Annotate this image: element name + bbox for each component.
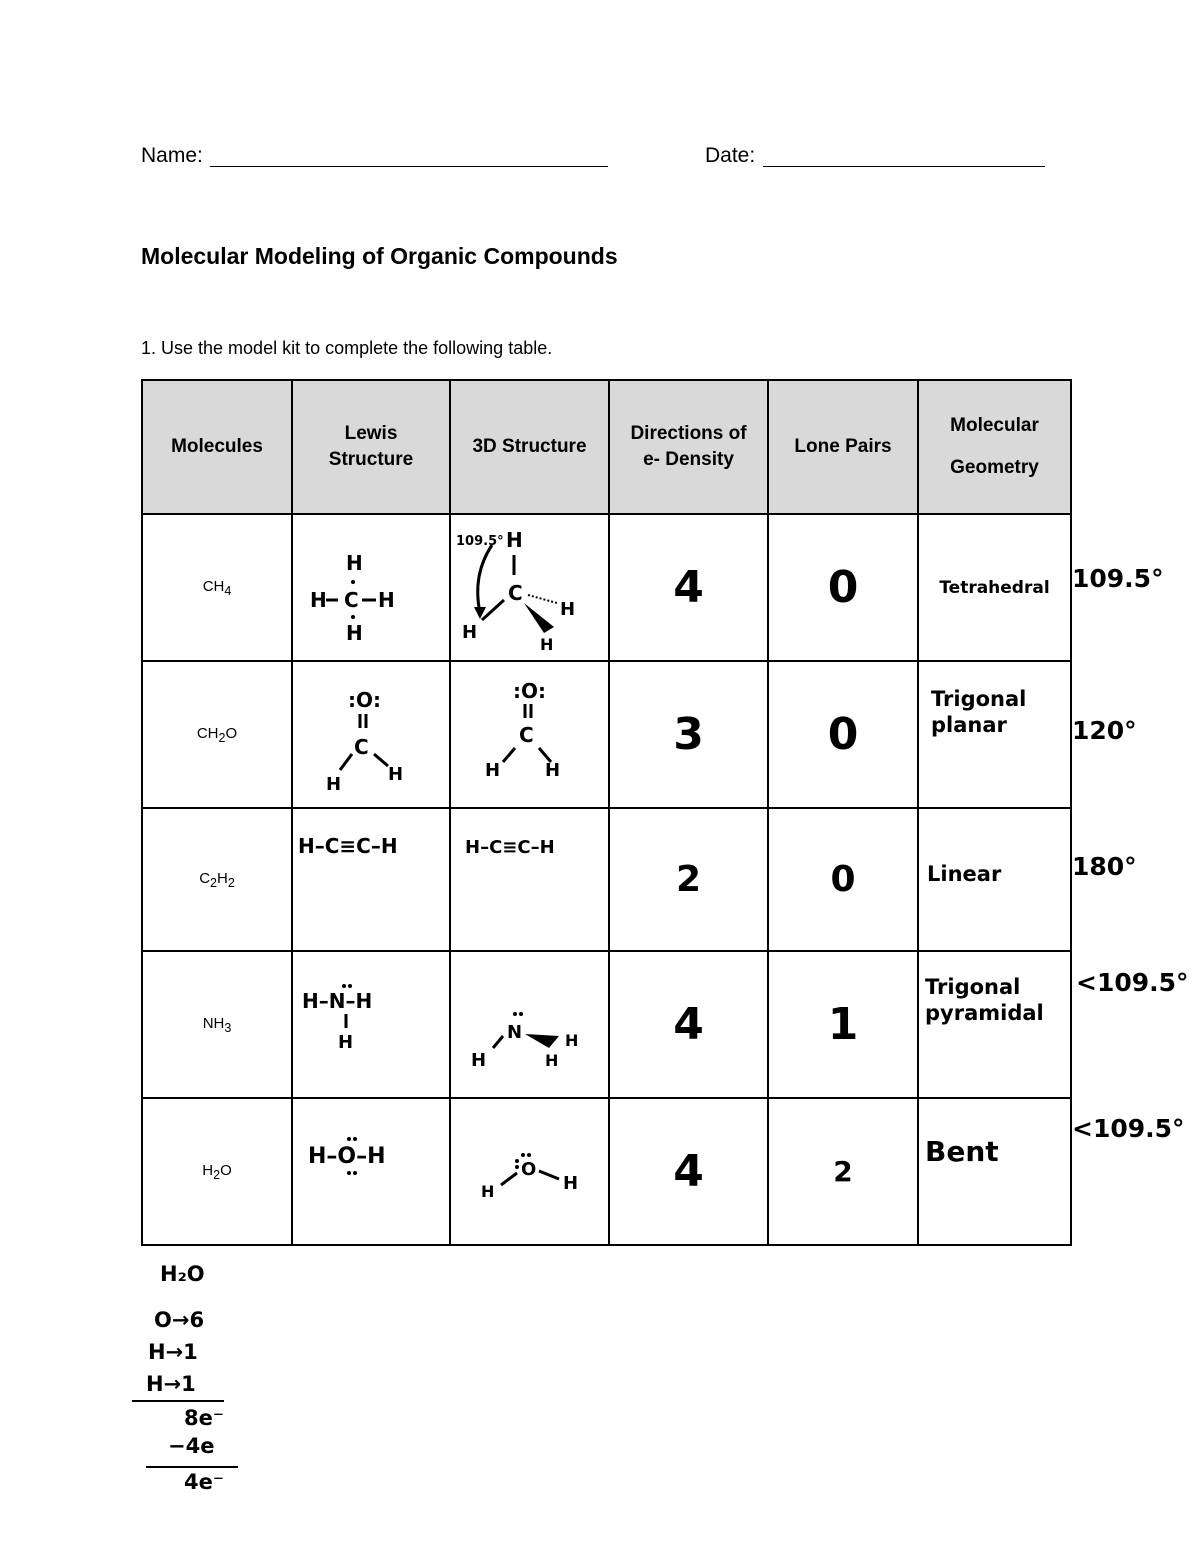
directions-value: 3: [673, 709, 704, 760]
directions-value: 4: [673, 999, 704, 1050]
date-label: Date:: [705, 144, 756, 167]
3d-structure-drawing: [450, 661, 609, 808]
molecule-cell: $C_2H_2$: [142, 808, 292, 951]
name-label: Name:: [141, 144, 203, 167]
svg-text:H: H: [480, 1182, 494, 1201]
svg-text:H: H: [338, 1032, 354, 1052]
svg-text:C: C: [518, 723, 534, 747]
svg-text:H: H: [388, 764, 404, 785]
column-header-molecules: Molecules: [142, 380, 292, 514]
svg-text:H–C≡C–H: H–C≡C–H: [298, 834, 398, 858]
directions-cell: [609, 514, 768, 661]
lone-pairs-cell: [768, 661, 918, 808]
3d-structure-drawing: [450, 1098, 609, 1245]
bond-angle-annotation: 109.5°: [1072, 564, 1164, 593]
worksheet-title: Molecular Modeling of Organic Compounds: [141, 243, 618, 269]
lone-pairs-cell: [768, 514, 918, 661]
molecule-cell: $NH_3$: [142, 951, 292, 1098]
lewis-structure-drawing: [292, 808, 450, 951]
geometry-cell: [918, 661, 1071, 808]
svg-text:O: O: [520, 1159, 536, 1180]
svg-text:C: C: [354, 735, 369, 759]
3d-structure-drawing: [450, 951, 609, 1098]
directions-value: 4: [673, 562, 704, 613]
table-row: [142, 514, 1071, 661]
column-header-3d: 3D Structure: [450, 380, 609, 514]
svg-text:H: H: [560, 599, 576, 620]
lone-pairs-value: 0: [830, 859, 856, 900]
molecule-table: [141, 379, 1072, 1246]
lewis-structure-drawing: [292, 951, 450, 1098]
geometry-value: Trigonal planar: [931, 687, 1027, 737]
work-line: −4e: [168, 1434, 215, 1458]
bond-angle-annotation: 120°: [1072, 716, 1137, 745]
svg-text:H–N–H: H–N–H: [302, 989, 373, 1013]
svg-text:H: H: [378, 588, 395, 612]
lone-pairs-value: 0: [827, 709, 859, 760]
bond-angle-annotation: <109.5°: [1076, 968, 1189, 997]
lone-pairs-cell: [768, 808, 918, 951]
bond-angle-annotation: 180°: [1072, 852, 1137, 881]
svg-text:H: H: [470, 1050, 486, 1071]
svg-text:H: H: [564, 1031, 578, 1050]
lewis-structure-drawing: [292, 1098, 450, 1245]
svg-text:H–C≡C–H: H–C≡C–H: [464, 837, 555, 858]
svg-text:H: H: [484, 760, 500, 781]
svg-text:H: H: [326, 774, 342, 795]
table-row: [142, 951, 1071, 1098]
svg-text:H: H: [462, 622, 478, 643]
lone-pairs-cell: [768, 951, 918, 1098]
work-formula: H₂O: [160, 1262, 205, 1286]
table-row: [142, 1098, 1071, 1245]
column-header-lone-pairs: Lone Pairs: [768, 380, 918, 514]
work-line: 4e⁻: [184, 1470, 224, 1494]
geometry-value: Tetrahedral: [939, 577, 1050, 598]
table-header-row: [142, 380, 1071, 514]
work-line: 8e⁻: [184, 1406, 224, 1430]
svg-text:N: N: [506, 1022, 522, 1043]
column-header-directions: Directions of e- Density: [609, 380, 768, 514]
date-field-line[interactable]: [763, 166, 1045, 167]
work-line: H→1: [146, 1372, 196, 1396]
work-divider: [132, 1400, 224, 1402]
lewis-structure-drawing: [292, 514, 450, 661]
svg-text:H: H: [346, 551, 363, 575]
svg-text:H: H: [540, 635, 554, 654]
work-line: O→6: [154, 1308, 205, 1332]
directions-value: 4: [673, 1146, 704, 1197]
svg-text::O:: :O:: [512, 679, 546, 703]
molecule-cell: $H_2O$: [142, 1098, 292, 1245]
svg-text:H: H: [562, 1173, 578, 1194]
geometry-value: Bent: [925, 1135, 999, 1168]
lone-pairs-value: 0: [827, 562, 859, 613]
column-header-geometry: Molecular Geometry: [918, 380, 1071, 514]
svg-text:H: H: [346, 621, 363, 645]
directions-cell: [609, 1098, 768, 1245]
lone-pairs-cell: [768, 1098, 918, 1245]
3d-structure-drawing: [450, 808, 609, 951]
directions-cell: [609, 808, 768, 951]
molecule-cell: $CH_2O$: [142, 661, 292, 808]
directions-cell: [609, 951, 768, 1098]
3d-structure-drawing: [450, 514, 609, 661]
svg-text:109.5°: 109.5°: [456, 534, 504, 549]
lone-pairs-value: 2: [833, 1155, 853, 1188]
bond-angle-annotation: <109.5°: [1072, 1114, 1185, 1143]
svg-text:H: H: [544, 760, 560, 781]
geometry-value: Linear: [927, 862, 1002, 886]
svg-text:H: H: [310, 588, 327, 612]
work-divider: [146, 1466, 238, 1468]
svg-text:C: C: [508, 581, 523, 605]
directions-cell: [609, 661, 768, 808]
lone-pairs-value: 1: [827, 999, 859, 1050]
name-field-line[interactable]: [210, 166, 608, 167]
table-row: [142, 808, 1071, 951]
svg-text::O:: :O:: [348, 688, 381, 712]
geometry-cell: [918, 514, 1071, 661]
molecule-cell: $CH_4$: [142, 514, 292, 661]
column-header-lewis: Lewis Structure: [292, 380, 450, 514]
svg-text:C: C: [344, 588, 359, 612]
table-row: [142, 661, 1071, 808]
lewis-structure-drawing: [292, 661, 450, 808]
instruction-text: 1. Use the model kit to complete the following table.: [141, 338, 553, 358]
geometry-cell: [918, 1098, 1071, 1245]
work-line: H→1: [148, 1340, 198, 1364]
svg-text:H: H: [506, 528, 523, 552]
svg-text:H: H: [544, 1051, 558, 1070]
geometry-cell: [918, 808, 1071, 951]
svg-text:H–O–H: H–O–H: [308, 1144, 386, 1169]
geometry-value: Trigonal pyramidal: [925, 975, 1044, 1025]
directions-value: 2: [675, 859, 702, 900]
geometry-cell: [918, 951, 1071, 1098]
